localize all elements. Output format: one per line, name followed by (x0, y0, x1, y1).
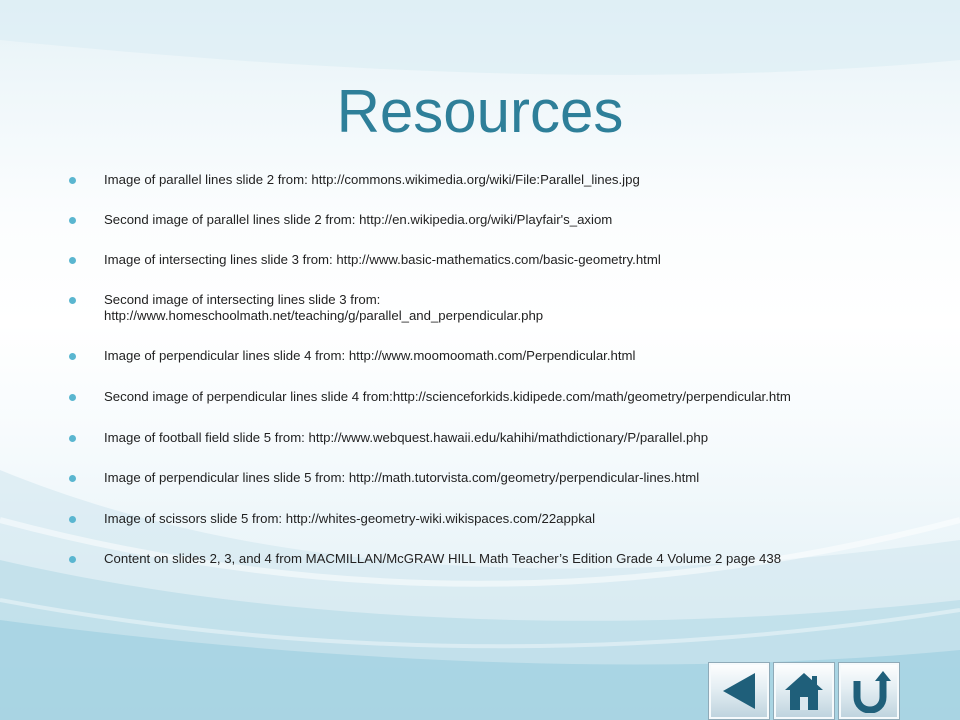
list-item (66, 292, 886, 324)
home-button[interactable] (773, 662, 835, 720)
list-item-text: Image of perpendicular lines slide 5 from: http://math.tutorvista.com/geometry/perpendicular-lines.html (104, 470, 700, 485)
slide-title: Resources (336, 78, 624, 145)
list-item-text: Image of scissors slide 5 from: http://whites-geometry-wiki.wikispaces.com/22appkal (104, 511, 596, 526)
return-button[interactable] (838, 662, 900, 720)
bullet-icon (69, 475, 76, 482)
list-item-text: Image of intersecting lines slide 3 from: http://www.basic-mathematics.com/basic-geometry.html (104, 252, 661, 267)
list-item-text: Second image of intersecting lines slide 3 from: (104, 292, 381, 307)
list-item-text: Second image of perpendicular lines slide 4 from:http://scienceforkids.kidipede.com/math/geometry/perpendicular.htm (104, 389, 791, 404)
return-icon (847, 669, 891, 713)
back-arrow-icon (717, 669, 761, 713)
navigation-buttons (708, 662, 903, 720)
bullet-icon (69, 297, 76, 304)
list-item-text: Image of parallel lines slide 2 from: http://commons.wikimedia.org/wiki/File:Parallel_lines.jpg (104, 172, 640, 187)
list-item-text: Second image of parallel lines slide 2 from: http://en.wikipedia.org/wiki/Playfair's_axiom (104, 212, 613, 227)
list-item-text: Image of perpendicular lines slide 4 from: http://www.moomoomath.com/Perpendicular.html (104, 348, 636, 363)
list-item-text-continued: http://www.homeschoolmath.net/teaching/g/parallel_and_perpendicular.php (104, 308, 544, 323)
list-item-text: Image of football field slide 5 from: http://www.webquest.hawaii.edu/kahihi/mathdictionary/P/parallel.php (104, 430, 709, 445)
bullet-icon (69, 217, 76, 224)
bullet-icon (69, 435, 76, 442)
home-icon (782, 669, 826, 713)
bullet-icon (69, 516, 76, 523)
bullet-icon (69, 394, 76, 401)
bullet-icon (69, 257, 76, 264)
back-button[interactable] (708, 662, 770, 720)
list-item-text: Content on slides 2, 3, and 4 from MACMILLAN/McGRAW HILL Math Teacher’s Edition Grade 4 Volume 2 page 438 (104, 551, 782, 566)
bullet-icon (69, 177, 76, 184)
bullet-icon (69, 556, 76, 563)
bullet-icon (69, 353, 76, 360)
